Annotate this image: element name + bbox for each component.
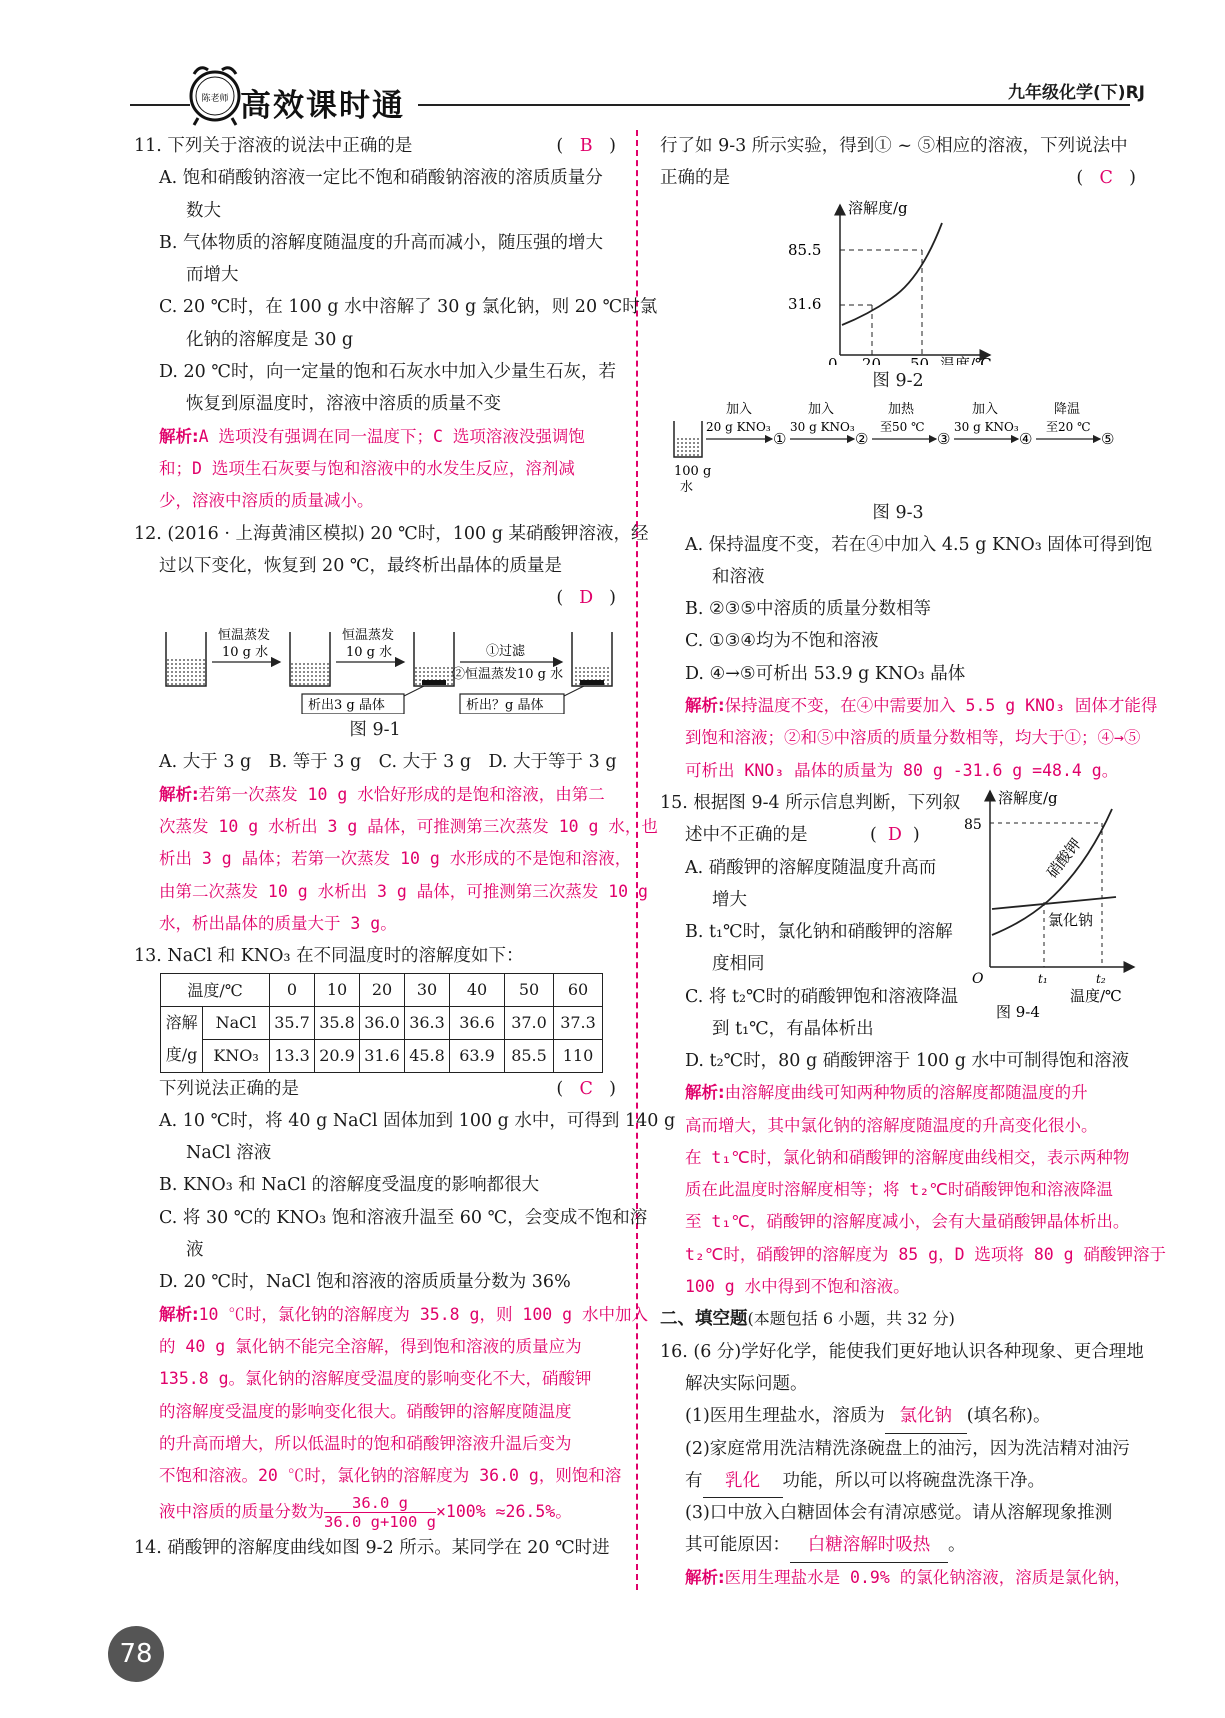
- kno3-curve-label: 硝酸钾: [1042, 834, 1085, 882]
- q15-explanation-line: 至 t₁℃，硝酸钾的溶解度减小，会有大量硝酸钾晶体析出。: [685, 1212, 1130, 1232]
- beaker-2: [290, 632, 330, 686]
- section-2-heading: 二、填空题(本题包括 6 小题，共 32 分): [660, 1309, 955, 1330]
- q11-option-b-cont: 而增大: [186, 265, 239, 286]
- q12-explanation-line: 由第二次蒸发 10 g 水析出 3 g 晶体，可推测第三次蒸发 10 g: [159, 881, 648, 901]
- q15-answer: ( D ): [870, 825, 920, 846]
- step2-amount: 30 g KNO₃: [790, 419, 855, 434]
- table-cell: 0: [270, 973, 315, 1006]
- table-cell: 36.0: [360, 1006, 405, 1039]
- grade-label: 九年级化学(下)RJ: [1008, 83, 1145, 103]
- q16-part-2: (2)家庭常用洗洁精洗涤碗盘上的油污，因为洗洁精对油污: [685, 1438, 1130, 1459]
- question-15: [660, 787, 1136, 1045]
- question-13: [134, 940, 676, 1532]
- q13-option-a-cont: NaCl 溶液: [186, 1143, 272, 1164]
- figure-9-3: [660, 397, 1136, 497]
- q16-part-2-cont: 有 乳化 功能，所以可以将碗盘洗涤干净。: [660, 1465, 1136, 1497]
- table-cell: 37.3: [554, 1006, 603, 1039]
- q13-explanation-line: 135.8 g。氯化钠的溶解度受温度的影响变化不大，硝酸钾: [159, 1369, 592, 1389]
- t1-label: t₁: [1038, 971, 1048, 986]
- q15-explanation-line: t₂℃时，硝酸钾的溶解度为 85 g，D 选项将 80 g 硝酸钾溶于: [685, 1244, 1167, 1264]
- q14-stem-cont: 正确的是: [660, 168, 730, 189]
- origin-label: O: [972, 970, 984, 987]
- table-header-row: [161, 973, 603, 1006]
- table-cell: 35.7: [270, 1006, 315, 1039]
- q13-option-a: A. 10 ℃时，将 40 g NaCl 固体加到 100 g 水中，可得到 140 g: [159, 1110, 676, 1131]
- q12-explanation: 解析:若第一次蒸发 10 g 水恰好形成的是饱和溶液，由第二: [159, 784, 605, 804]
- step2-action: 加入: [808, 401, 835, 417]
- tick-label-85-5: 85.5: [788, 240, 822, 259]
- tick-label-0: 0: [828, 354, 838, 365]
- figure-9-3-caption: 图 9-3: [872, 502, 924, 523]
- brand-title: 高效课时通: [240, 88, 405, 124]
- q11-stem: 11. 下列关于溶液的说法中正确的是: [134, 136, 413, 156]
- q16-stem-cont: 解决实际问题。: [685, 1373, 808, 1394]
- q14-stem-cont: 行了如 9-3 所示实验，得到① ~ ⑤相应的溶液，下列说法中: [660, 136, 1128, 156]
- q16-part-3: (3)口中放入白糖固体会有清凉感觉。请从溶解现象推测: [685, 1503, 1113, 1524]
- tick-label-31-6: 31.6: [788, 294, 822, 313]
- table-cell: 40: [450, 973, 505, 1006]
- left-column: [134, 130, 676, 1565]
- q15-explanation-line: 在 t₁℃时，氯化钠和硝酸钾的溶解度曲线相交，表示两种物: [685, 1147, 1130, 1167]
- q15-option-b-cont: 度相同: [712, 954, 765, 975]
- solution-5: ⑤: [1101, 429, 1115, 448]
- q11-option-b: B. 气体物质的溶解度随温度的升高而减小，随压强的增大: [159, 232, 603, 253]
- q14-explanation-line: 到饱和溶液；②和⑤中溶质的质量分数相等，均大于①；④→⑤: [685, 728, 1141, 748]
- q15-explanation-line: 质在此温度时溶解度相等；将 t₂℃时硝酸钾饱和溶液降温: [685, 1180, 1113, 1200]
- beaker-1: [166, 632, 206, 686]
- y-axis-label: 溶解度/g: [848, 198, 908, 217]
- table-cell: 20.9: [315, 1039, 360, 1072]
- table-header-temp: 温度/℃: [161, 973, 270, 1006]
- step2-label: 恒温蒸发: [342, 628, 395, 644]
- table-row-nacl: [161, 1006, 603, 1039]
- nacl-curve: [992, 897, 1116, 909]
- fraction: $\frac{36.0 g}{36.0 g+100 g}$: [324, 1494, 436, 1532]
- figure-9-4: [956, 787, 1136, 1045]
- q13-answer: ( C ): [556, 1078, 616, 1099]
- q13-option-d: D. 20 ℃时，NaCl 饱和溶液的溶质质量分数为 36%: [159, 1272, 571, 1293]
- q12-stem: 12. (2016 · 上海黄浦区模拟) 20 ℃时，100 g 某硝酸钾溶液，经: [134, 523, 649, 544]
- solution-4: ④: [1019, 429, 1033, 448]
- step3-condition: 至50 ℃: [880, 419, 925, 434]
- kno3-solubility-curve: [660, 195, 1136, 365]
- q16-stem: 16. (6 分)学好化学，能使我们更好地认识各种现象、更合理地: [660, 1341, 1144, 1362]
- step1-amount: 10 g 水: [222, 645, 269, 661]
- q15-option-d: D. t₂℃时，80 g 硝酸钾溶于 100 g 水中可制得饱和溶液: [685, 1050, 1130, 1071]
- table-cell: KNO₃: [203, 1039, 270, 1072]
- table-cell: 20: [360, 973, 405, 1006]
- crystal-label-2: 析出？g 晶体: [466, 698, 544, 714]
- table-cell: 36.6: [450, 1006, 505, 1039]
- q15-stem: 15. 根据图 9-4 所示信息判断，下列叙: [660, 792, 961, 813]
- tick-label-20: 20: [862, 354, 882, 365]
- q11-explanation-line: 和；D 选项生石灰要与饱和溶液中的水发生反应，溶剂减: [159, 458, 575, 478]
- q13-option-c: C. 将 30 ℃的 KNO₃ 饱和溶液升温至 60 ℃，会变成不饱和溶: [159, 1207, 648, 1228]
- q14-option-b: B. ②③⑤中溶质的质量分数相等: [685, 599, 932, 620]
- step5-action: 降温: [1054, 401, 1081, 417]
- q15-option-a-cont: 增大: [712, 889, 747, 910]
- t2-label: t₂: [1096, 971, 1106, 986]
- solution-3: ③: [937, 429, 951, 448]
- table-row-kno3: [161, 1039, 603, 1072]
- tick-label-85: 85: [964, 816, 982, 833]
- q14-option-c: C. ①③④均为不饱和溶液: [685, 631, 879, 652]
- step5-condition: 至20 ℃: [1046, 419, 1091, 434]
- x-axis-label: 温度/℃: [1070, 986, 1122, 1005]
- question-12: [134, 518, 658, 941]
- alarm-clock-logo-icon: [186, 58, 244, 128]
- step4-action: 加入: [972, 401, 999, 417]
- q11-explanation: 解析:A 选项没有强调在同一温度下；C 选项溶液没强调饱: [159, 426, 585, 446]
- q13-explanation-line: 不饱和溶液。20 ℃时，氯化钠的溶解度为 36.0 g，则饱和溶: [159, 1466, 622, 1486]
- q15-explanation-line: 100 g 水中得到不饱和溶液。: [685, 1277, 910, 1297]
- step4-amount: 30 g KNO₃: [954, 419, 1019, 434]
- page-number: 78: [108, 1626, 164, 1682]
- experiment-flow-diagram: [660, 397, 1136, 497]
- step3-action: 加热: [888, 401, 915, 417]
- q13-explanation-line: 的升高而增大，所以低温时的饱和硝酸钾溶液升温后变为: [159, 1433, 572, 1453]
- header-rule-right: [418, 104, 1130, 106]
- q16-explanation: 解析:医用生理盐水是 0.9% 的氯化钠溶液，溶质是氯化钠，: [685, 1567, 1131, 1587]
- table-cell: 110: [554, 1039, 603, 1072]
- step1-action: 加入: [726, 401, 753, 417]
- step1-amount: 20 g KNO₃: [706, 419, 771, 434]
- beaker-water: [674, 421, 702, 457]
- table-cell: 50: [505, 973, 554, 1006]
- q13-explanation-line: 的 40 g 氯化钠不能完全溶解，得到饱和溶液的质量应为: [159, 1336, 582, 1356]
- q13-option-c-cont: 液: [186, 1240, 204, 1261]
- q16-answer-2: 乳化: [703, 1465, 783, 1498]
- table-cell: 37.0: [505, 1006, 554, 1039]
- q13-explanation-line: 的溶解度受温度的影响变化很大。硝酸钾的溶解度随温度: [159, 1401, 572, 1421]
- figure-9-4-caption: 图 9-4: [996, 1002, 1040, 1021]
- table-row-label: 溶解 度/g: [161, 1006, 203, 1072]
- q11-explanation-line: 少，溶液中溶质的质量减小。: [159, 491, 374, 511]
- q12-explanation-line: 水，析出晶体的质量大于 3 g。: [159, 913, 397, 933]
- q13-stem2: 下列说法正确的是: [159, 1078, 299, 1099]
- solubility-curve: [842, 223, 942, 325]
- table-cell: 13.3: [270, 1039, 315, 1072]
- table-cell: 60: [554, 973, 603, 1006]
- q12-explanation-line: 次蒸发 10 g 水析出 3 g 晶体，可推测第三次蒸发 10 g 水，也: [159, 817, 658, 837]
- q14-explanation-line: 可析出 KNO₃ 晶体的质量为 80 g -31.6 g =48.4 g。: [685, 760, 1119, 780]
- figure-9-2: [660, 195, 1136, 365]
- tick-label-50: 50: [910, 354, 930, 365]
- q13-stem: 13. NaCl 和 KNO₃ 在不同温度时的溶解度如下：: [134, 946, 524, 967]
- table-cell: 63.9: [450, 1039, 505, 1072]
- q16-answer-3: 白糖溶解时吸热: [790, 1529, 948, 1562]
- beaker-mass: 100 g: [674, 463, 712, 479]
- table-cell: 30: [405, 973, 450, 1006]
- q11-answer: ( B ): [556, 136, 616, 156]
- solution-2: ②: [855, 429, 869, 448]
- step3-filter: ①过滤: [486, 644, 526, 660]
- step1-label: 恒温蒸发: [218, 628, 271, 644]
- step2-amount: 10 g 水: [346, 645, 393, 661]
- q15-explanation: 解析:由溶解度曲线可知两种物质的溶解度都随温度的升: [685, 1083, 1088, 1103]
- q12-stem-cont: 过以下变化，恢复到 20 ℃，最终析出晶体的质量是: [159, 555, 562, 576]
- table-cell: 35.8: [315, 1006, 360, 1039]
- evaporation-diagram: [134, 614, 616, 714]
- q15-explanation-line: 高而增大，其中氯化钠的溶解度随温度的升高变化很小。: [685, 1115, 1098, 1135]
- q12-explanation-line: 析出 3 g 晶体；若第一次蒸发 10 g 水形成的不是饱和溶液，: [159, 849, 632, 869]
- q14-option-d: D. ④→⑤可析出 53.9 g KNO₃ 晶体: [685, 663, 966, 684]
- q12-options: A. 大于 3 g B. 等于 3 g C. 大于 3 g D. 大于等于 3 g: [159, 752, 617, 773]
- table-cell: 36.3: [405, 1006, 450, 1039]
- q11-option-c: C. 20 ℃时，在 100 g 水中溶解了 30 g 氯化钠，则 20 ℃时氯: [159, 297, 658, 318]
- q11-option-a-cont: 数大: [186, 200, 221, 221]
- q15-stem-cont: 述中不正确的是: [685, 825, 808, 846]
- q11-option-a: A. 饱和硝酸钠溶液一定比不饱和硝酸钠溶液的溶质质量分: [159, 168, 603, 189]
- q14-option-a-cont: 和溶液: [712, 566, 765, 587]
- header-rule-left: [130, 104, 190, 106]
- step3-evaporate: ②恒温蒸发10 g 水: [452, 667, 564, 683]
- beaker-water-label: 水: [680, 479, 694, 495]
- solubility-table: [160, 973, 603, 1073]
- q12-answer: ( D ): [556, 588, 616, 609]
- q11-option-d-cont: 恢复到原温度时，溶液中溶质的质量不变: [186, 394, 501, 415]
- q14-stem: 14. 硝酸钾的溶解度曲线如图 9-2 所示。某同学在 20 ℃时进: [134, 1538, 610, 1559]
- q15-option-c-cont: 到 t₁℃，有晶体析出: [712, 1019, 874, 1040]
- q15-option-c: C. 将 t₂℃时的硝酸钾饱和溶液降温: [685, 986, 959, 1007]
- question-11: [134, 130, 658, 518]
- figure-9-1-caption: 图 9-1: [349, 720, 401, 741]
- q14-explanation: 解析:保持温度不变，在④中需要加入 5.5 g KNO₃ 固体才能得: [685, 696, 1158, 716]
- crystal-label-1: 析出3 g 晶体: [308, 698, 385, 714]
- q16-answer-1: 氯化钠: [885, 1400, 967, 1433]
- solution-1: ①: [773, 429, 787, 448]
- q15-option-a: A. 硝酸钾的溶解度随温度升高而: [685, 857, 937, 878]
- q11-option-c-cont: 化钠的溶解度是 30 g: [186, 329, 354, 350]
- column-divider: [636, 130, 638, 1590]
- table-cell: 45.8: [405, 1039, 450, 1072]
- table-cell: 31.6: [360, 1039, 405, 1072]
- q14-answer: ( C ): [1076, 168, 1136, 189]
- q16-part-3-cont: 其可能原因： 白糖溶解时吸热 。: [660, 1529, 1136, 1561]
- beaker-4: [572, 632, 612, 686]
- q15-option-b: B. t₁℃时，氯化钠和硝酸钾的溶解: [685, 922, 953, 943]
- table-cell: NaCl: [203, 1006, 270, 1039]
- page-header: [0, 0, 1225, 130]
- q11-option-d: D. 20 ℃时，向一定量的饱和石灰水中加入少量生石灰，若: [159, 362, 616, 383]
- table-cell: 85.5: [505, 1039, 554, 1072]
- q14-option-a: A. 保持温度不变，若在④中加入 4.5 g KNO₃ 固体可得到饱: [685, 534, 1153, 555]
- right-column: [660, 130, 1167, 1594]
- figure-9-2-caption: 图 9-2: [872, 370, 924, 391]
- q13-option-b: B. KNO₃ 和 NaCl 的溶解度受温度的影响都很大: [159, 1175, 540, 1196]
- beaker-3: [414, 632, 454, 686]
- figure-9-1: [134, 614, 616, 714]
- y-axis-label: 溶解度/g: [998, 788, 1058, 807]
- q13-explanation-fraction-line: 液中溶质的质量分数为 $\frac{36.0 g}{36.0 g+100 g}$ ×100% ≈26.5%。: [159, 1494, 572, 1532]
- nacl-curve-label: 氯化钠: [1048, 910, 1094, 929]
- x-axis-label: 温度/℃: [940, 354, 992, 365]
- table-cell: 10: [315, 973, 360, 1006]
- logo-text: 陈老师: [201, 94, 229, 104]
- q16-part-1: (1)医用生理盐水，溶质为 氯化钠 (填名称)。: [660, 1400, 1136, 1432]
- q13-explanation: 解析:10 ℃时，氯化钠的溶解度为 35.8 g，则 100 g 水中加入: [159, 1304, 648, 1324]
